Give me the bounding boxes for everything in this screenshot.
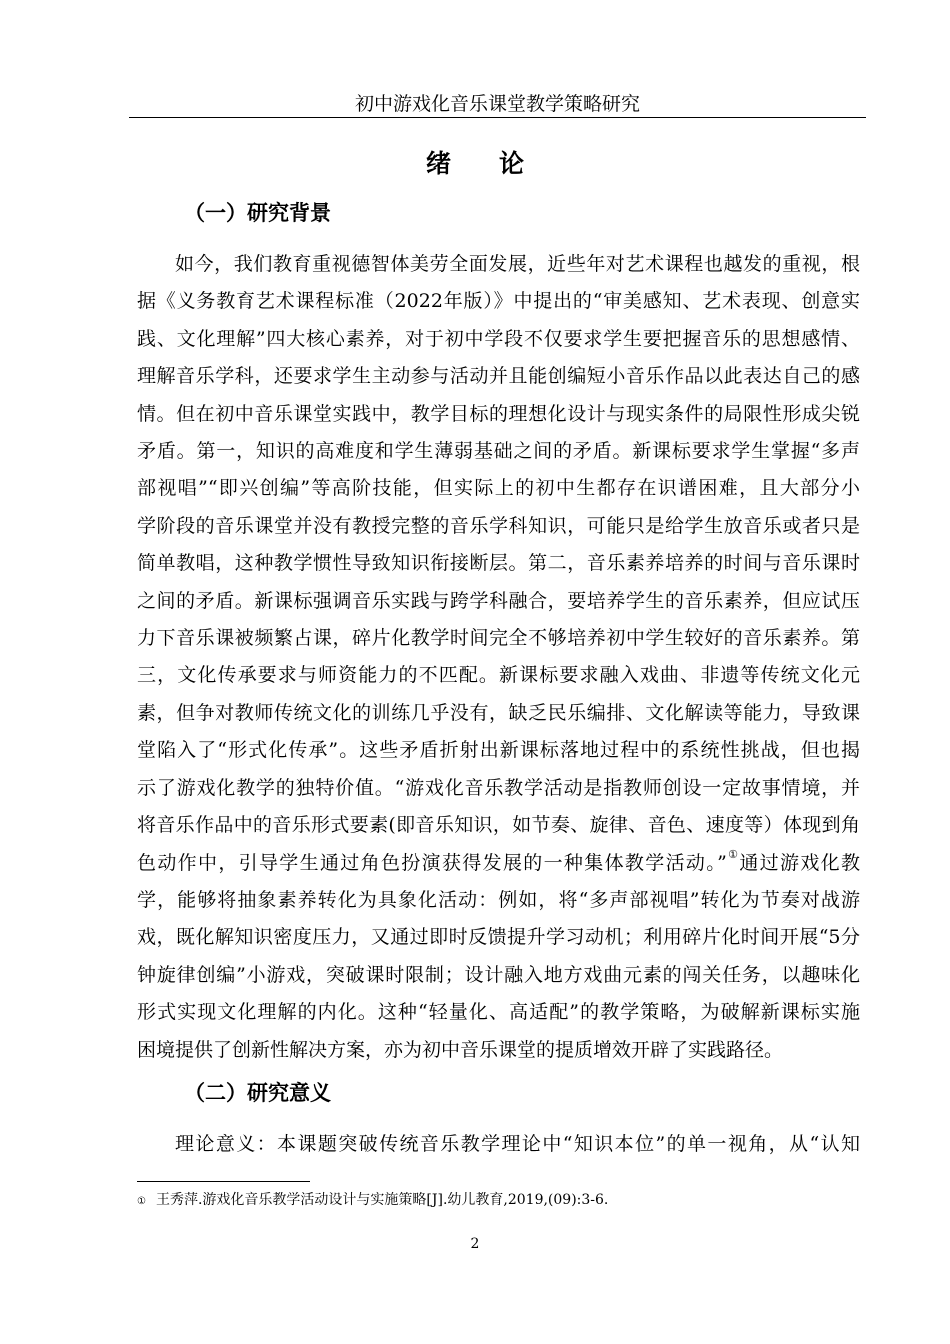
footnote-text: 王秀萍.游戏化音乐教学活动设计与实施策略[J].幼儿教育,2019,(09):3-6. [155,1192,609,1208]
page-number: 2 [470,1236,480,1252]
running-header: 初中游戏化音乐课堂教学策略研究 [354,93,640,115]
text-line: 矛盾。第一，知识的高难度和学生薄弱基础之间的矛盾。新课标要求学生掌握“多声 [137,440,860,463]
footnote-mark: ① [137,1196,146,1207]
text-line: 情。但在初中音乐课堂实践中，教学目标的理想化设计与现实条件的局限性形成尖锐 [137,402,860,425]
text-line: 堂陷入了“形式化传承”。这些矛盾折射出新课标落地过程中的系统性挑战，但也揭 [137,739,860,762]
text-line: 简单教唱，这种教学惯性导致知识衔接断层。第二，音乐素养培养的时间与音乐课时 [137,552,860,575]
footnote-rule [137,1181,310,1182]
quote-tail-text: 通过游戏化教 [739,851,860,874]
quote-text: 色动作中，引导学生通过角色扮演获得发展的一种集体教学活动。” [137,851,727,874]
chapter-title: 绪论 [425,149,572,178]
text-line: 理论意义：本课题突破传统音乐教学理论中“知识本位”的单一视角，从“认知 [175,1133,860,1155]
paragraph-background [137,246,860,1069]
text-line: 困境提供了创新性解决方案，亦为初中音乐课堂的提质增效开辟了实践路径。 [137,1038,784,1061]
text-line-with-footnote [137,845,860,882]
text-line: 如今，我们教育重视德智体美劳全面发展，近些年对艺术课程也越发的重视，根 [175,253,860,275]
text-line: 形式实现文化理解的内化。这种“轻量化、高适配”的教学策略，为破解新课标实施 [137,1001,860,1024]
text-line: 将音乐作品中的音乐形式要素(即音乐知识，如节奏、旋律、音色、速度等）体现到角 [137,814,860,837]
text-line: 部视唱”“即兴创编”等高阶技能，但实际上的初中生都存在识谱困难，且大部分小 [137,477,860,500]
header-rule [129,117,866,118]
paragraph-significance [137,1126,860,1163]
section-heading-background: （一）研究背景 [184,200,331,225]
footnote [137,1188,608,1212]
text-line: 学，能够将抽象素养转化为具象化活动：例如，将“多声部视唱”转化为节奏对战游 [137,888,860,911]
text-line: 践、文化理解”四大核心素养，对于初中学段不仅要求学生要把握音乐的思想感情、 [137,327,860,350]
text-line: 素，但争对教师传统文化的训练几乎没有，缺乏民乐编排、文化解读等能力，导致课 [137,701,860,724]
text-line: 之间的矛盾。新课标强调音乐实践与跨学科融合，要培养学生的音乐素养，但应试压 [137,589,860,612]
text-line: 三，文化传承要求与师资能力的不匹配。新课标要求融入戏曲、非遗等传统文化元 [137,664,860,687]
text-line: 据《义务教育艺术课程标准（2022年版）》中提出的“审美感知、艺术表现、创意实 [137,290,860,313]
text-line: 力下音乐课被频繁占课，碎片化教学时间完全不够培养初中学生较好的音乐素养。第 [137,627,860,650]
text-line: 戏，既化解知识密度压力，又通过即时反馈提升学习动机；利用碎片化时间开展“5分 [137,926,860,949]
footnote-reference[interactable]: ① [726,847,740,861]
text-line: 示了游戏化教学的独特价值。“游戏化音乐教学活动是指教师创设一定故事情境，并 [137,776,860,799]
text-line: 学阶段的音乐课堂并没有教授完整的音乐学科知识，可能只是给学生放音乐或者只是 [137,514,860,537]
text-line: 理解音乐学科，还要求学生主动参与活动并且能创编短小音乐作品以此表达自己的感 [137,365,860,388]
text-line: 钟旋律创编”小游戏，突破课时限制；设计融入地方戏曲元素的闯关任务，以趣味化 [137,963,860,986]
section-heading-significance: （二）研究意义 [184,1080,331,1105]
